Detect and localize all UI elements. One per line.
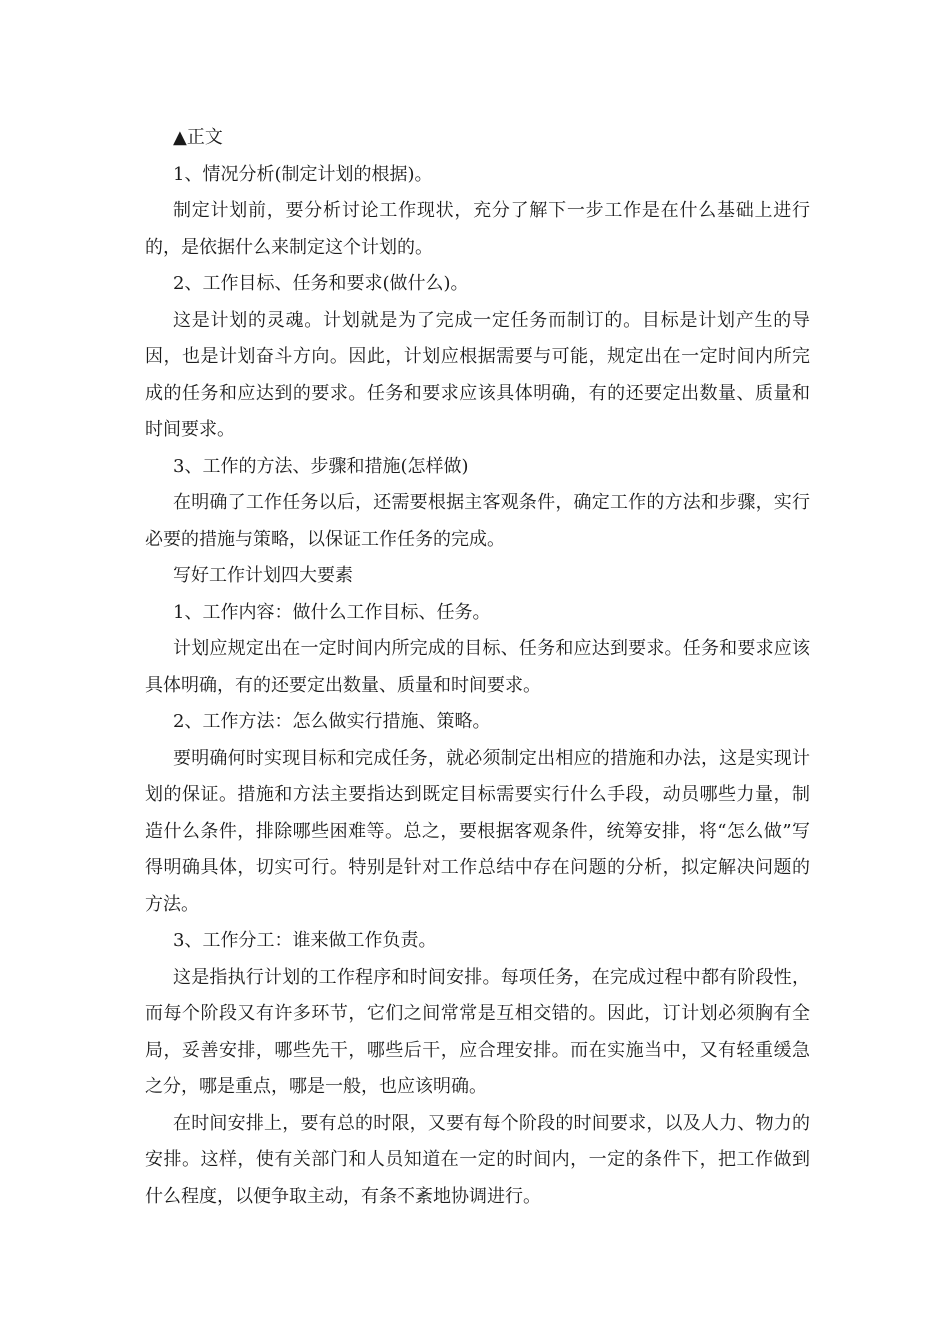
paragraph-work-content: 计划应规定出在一定时间内所完成的目标、任务和应达到要求。任务和要求应该具体明确，有的还要定出数量、质量和时间要求。	[145, 638, 810, 696]
paragraph-situation-analysis: 制定计划前，要分析讨论工作现状，充分了解下一步工作是在什么基础上进行的，是依据什么来制定这个计划的。	[145, 200, 810, 258]
paragraph-time-schedule: 在时间安排上，要有总的时限，又要有每个阶段的时间要求，以及人力、物力的安排。这样，使有关部门和人员知道在一定的时间内，一定的条件下，把工作做到什么程度，以便争取主动，有条不紊地协调进行。	[145, 1112, 810, 1207]
heading-four-elements: 写好工作计划四大要素	[173, 565, 353, 586]
paragraph-division-of-labor: 这是指执行计划的工作程序和时间安排。每项任务，在完成过程中都有阶段性，而每个阶段又有许多环节，它们之间常常是互相交错的。因此，订计划必须胸有全局，妥善安排，哪些先干，哪些后干，应合理安排。而在实施当中，又有轻重缓急之分，哪是重点，哪是一般，也应该明确。	[145, 966, 810, 1097]
paragraph-goals: 这是计划的灵魂。计划就是为了完成一定任务而制订的。目标是计划产生的导因，也是计划奋斗方向。因此，计划应根据需要与可能，规定出在一定时间内所完成的任务和应达到的要求。任务和要求应该具体明确，有的还要定出数量、质量和时间要求。	[145, 309, 810, 440]
heading-situation-analysis: 1、情况分析(制定计划的根据)。	[173, 163, 433, 185]
heading-division-of-labor: 3、工作分工：谁来做工作负责。	[173, 930, 437, 951]
paragraph-work-method: 要明确何时实现目标和完成任务，就必须制定出相应的措施和办法，这是实现计划的保证。措施和方法主要指达到既定目标需要实行什么手段，动员哪些力量，制造什么条件，排除哪些困难等。总之，要根据客观条件，统筹安排，将“怎么做”写得明确具体，切实可行。特别是针对工作总结中存在问题的分析，拟定解决问题的方法。	[145, 747, 810, 915]
section-marker: ▲正文	[173, 127, 223, 148]
document-body	[145, 120, 810, 1215]
heading-methods: 3、工作的方法、步骤和措施(怎样做)	[173, 455, 469, 477]
paragraph-methods: 在明确了工作任务以后，还需要根据主客观条件，确定工作的方法和步骤，实行必要的措施与策略，以保证工作任务的完成。	[145, 492, 810, 550]
heading-work-method: 2、工作方法：怎么做实行措施、策略。	[173, 711, 491, 732]
heading-goals: 2、工作目标、任务和要求(做什么)。	[173, 273, 469, 294]
heading-work-content: 1、工作内容：做什么工作目标、任务。	[173, 601, 491, 623]
